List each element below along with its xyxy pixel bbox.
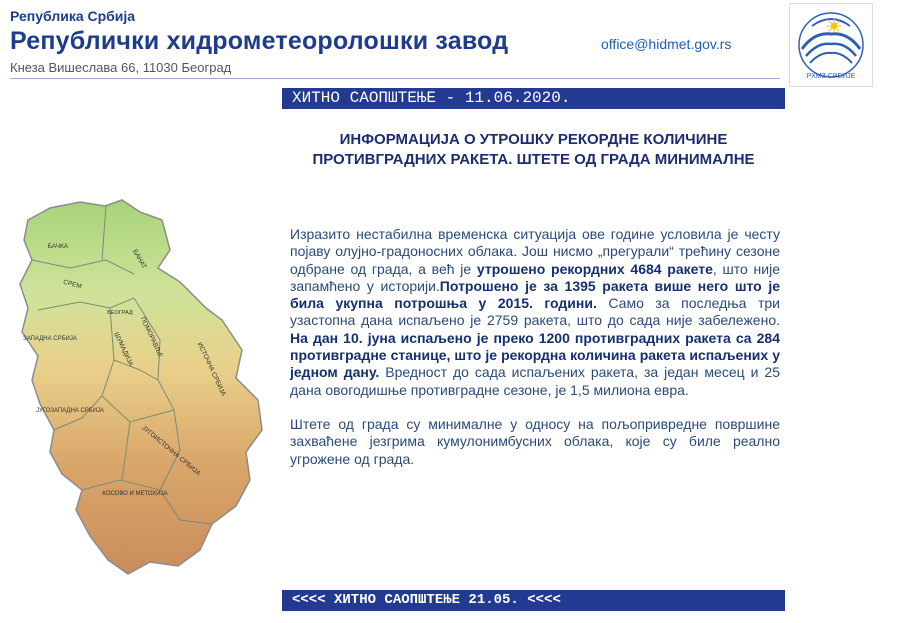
logo-caption: РХМЗ СРБИЈЕ xyxy=(806,73,856,80)
header-title: Републички хидрометеоролошки завод xyxy=(10,27,509,55)
header-republic: Република Србија xyxy=(10,8,136,24)
previous-bulletin-link[interactable]: <<<< ХИТНО САОПШТЕЊЕ 21.05. <<<< xyxy=(282,590,785,611)
bulletin-title-bar: ХИТНО САОПШТЕЊЕ - 11.06.2020. xyxy=(282,88,785,109)
serbia-map xyxy=(10,190,272,580)
bold-text-segment: На дан 10. јуна испаљено је преко 1200 противградних ракета са 284 противградне станице, што је рекордна количина ракета испаљених у једном дану. xyxy=(290,329,780,381)
map-label-banat: БАНАТ xyxy=(131,248,148,271)
rhmz-logo xyxy=(789,3,873,87)
map-label-srem: СРЕМ xyxy=(62,278,83,291)
bold-text-segment: Потрошено је за 1395 ракета више него што је била укупна потрошња у 2015. години. xyxy=(290,277,780,312)
text-segment: Вредност до сада испаљених ракета, за један месец и 25 дана овогодишње противградне сезоне, је 1,5 милиона евра. xyxy=(290,364,780,398)
header-divider xyxy=(10,78,780,79)
map-label-zapadna-srbija: ЗАПАДНА СРБИЈА xyxy=(23,336,77,342)
text-segment: , што није запамћено у историји. xyxy=(290,260,780,294)
text-segment: Изразито нестабилна временска ситуација ове године условила је честу појаву олујно-градоносних облака. Још нисмо „прегурали“ трећину сезоне одбране од града, а већ је xyxy=(290,226,780,277)
bulletin-text xyxy=(290,226,780,485)
map-label-backa: БАЧКА xyxy=(47,243,69,250)
map-label-jugozapadna-srbija: ЈУГОЗАПАДНА СРБИЈА xyxy=(35,408,105,414)
paragraph-main xyxy=(290,226,780,399)
paragraph-damage: Штете од града су минималне у односу на пољопривредне површине захваћене језгрима кумулонимбусних облака, које су биле реално угрожене од града. xyxy=(290,415,780,467)
map-label-sumadija: ШУМАДИЈА xyxy=(112,331,135,368)
map-label-jugoistocna-srbija: ЈУГОИСТОЧНА СРБИЈА xyxy=(140,424,202,478)
map-label-beograd: БЕОГРАД xyxy=(107,310,133,316)
map-label-pomoravlje: ПОМОРАВЉЕ xyxy=(138,315,164,359)
bold-text-segment: утрошено рекордних 4684 ракете xyxy=(476,260,713,277)
map-label-istocna-srbija: ИСТОЧНА СРБИЈА xyxy=(195,341,227,398)
map-label-kosovo: КОСОВО И МЕТОХИЈА xyxy=(102,491,168,497)
bulletin-heading: ИНФОРМАЦИЈА О УТРОШКУ РЕКОРДНЕ КОЛИЧИНЕ ПРОТИВГРАДНИХ РАКЕТА. ШТЕТЕ ОД ГРАДА МИНИМАЛНЕ xyxy=(312,131,755,168)
text-segment: Само за последња три узастопна дана испаљено је 2759 ракета, што до сада није забележено. xyxy=(290,295,781,329)
email-link[interactable]: office@hidmet.gov.rs xyxy=(601,36,732,52)
header-address: Кнеза Вишеслава 66, 11030 Београд xyxy=(10,60,232,75)
